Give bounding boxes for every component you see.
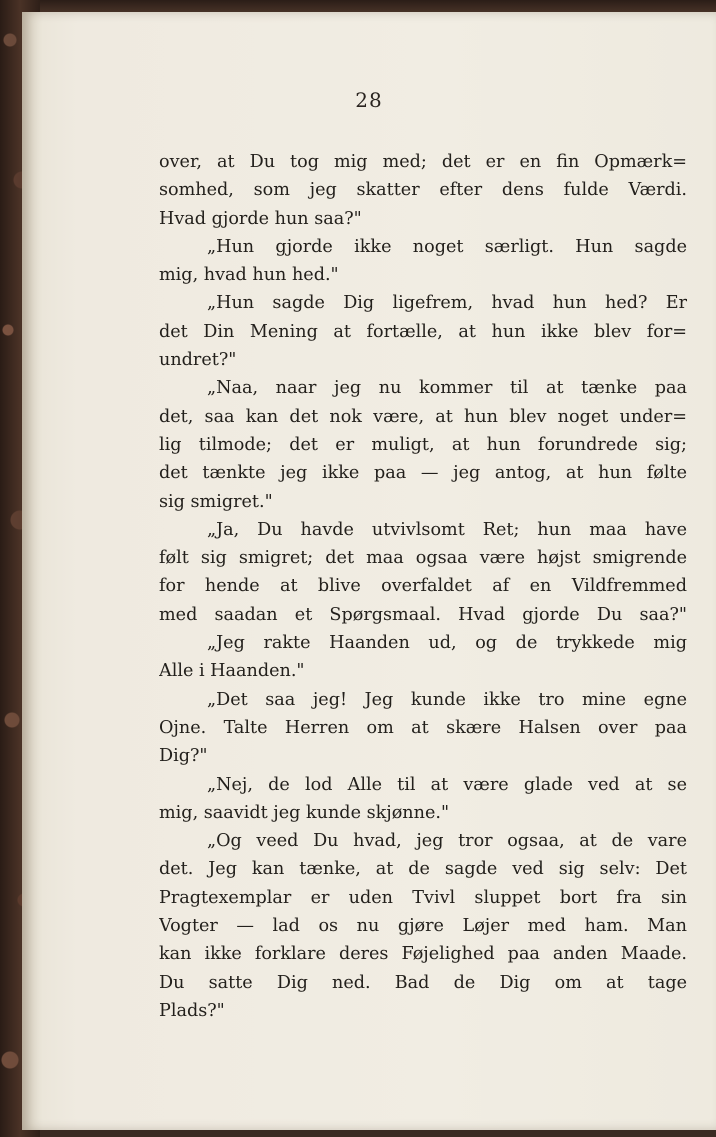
text-line: „Nej, de lod Alle til at være glade ved at se xyxy=(207,774,687,795)
text-line: „Hun gjorde ikke noget særligt. Hun sagde xyxy=(207,236,687,257)
text-line: „Naa, naar jeg nu kommer til at tænke paa xyxy=(207,378,687,399)
text-line: det tænkte jeg ikke paa — jeg antog, at hun følte xyxy=(159,463,687,484)
text-line: Pragtexemplar er uden Tvivl sluppet bort fra sin xyxy=(159,887,687,908)
text-line: „Og veed Du hvad, jeg tror ogsaa, at de vare xyxy=(207,831,687,852)
text-line: somhed, som jeg skatter efter dens fulde Værdi. xyxy=(159,180,687,201)
text-line: mig, saavidt jeg kunde skjønne." xyxy=(159,802,450,823)
text-line: Du satte Dig ned. Bad de Dig om at tage xyxy=(159,972,687,993)
text-line: sig smigret." xyxy=(159,491,273,512)
text-line: Vogter — lad os nu gjøre Løjer med ham. Man xyxy=(159,916,687,937)
text-line: mig, hvad hun hed." xyxy=(159,265,339,286)
text-line: Dig?" xyxy=(159,746,208,767)
text-line: det. Jeg kan tænke, at de sagde ved sig selv: Det xyxy=(159,859,687,880)
text-line: „Det saa jeg! Jeg kunde ikke tro mine egne xyxy=(207,689,687,710)
text-line: over, at Du tog mig med; det er en fin Opmærk= xyxy=(159,152,687,172)
page-number: 28 xyxy=(355,88,383,112)
text-line: „Hun sagde Dig ligefrem, hvad hun hed? Er xyxy=(207,293,687,314)
text-line: lig tilmode; det er muligt, at hun forundrede sig; xyxy=(159,434,687,455)
text-line: det Din Mening at fortælle, at hun ikke blev for= xyxy=(159,321,687,342)
body-text xyxy=(159,148,687,1025)
text-line: Alle i Haanden." xyxy=(159,661,305,682)
text-line: følt sig smigret; det maa ogsaa være højst smigrende xyxy=(159,548,687,569)
text-line: Hvad gjorde hun saa?" xyxy=(159,208,362,229)
text-line: „Jeg rakte Haanden ud, og de trykkede mig xyxy=(207,633,687,654)
text-line: Plads?" xyxy=(159,1000,225,1021)
text-line: Ojne. Talte Herren om at skære Halsen over paa xyxy=(159,717,687,738)
text-line: det, saa kan det nok være, at hun blev noget under= xyxy=(159,406,687,427)
book-page xyxy=(22,12,716,1130)
text-line: for hende at blive overfaldet af en Vildfremmed xyxy=(159,576,687,597)
text-line: med saadan et Spørgsmaal. Hvad gjorde Du saa?" xyxy=(159,604,687,625)
text-line: „Ja, Du havde utvivlsomt Ret; hun maa have xyxy=(207,519,687,540)
text-line: undret?" xyxy=(159,350,237,371)
text-line: kan ikke forklare deres Føjelighed paa anden Maade. xyxy=(159,944,687,965)
